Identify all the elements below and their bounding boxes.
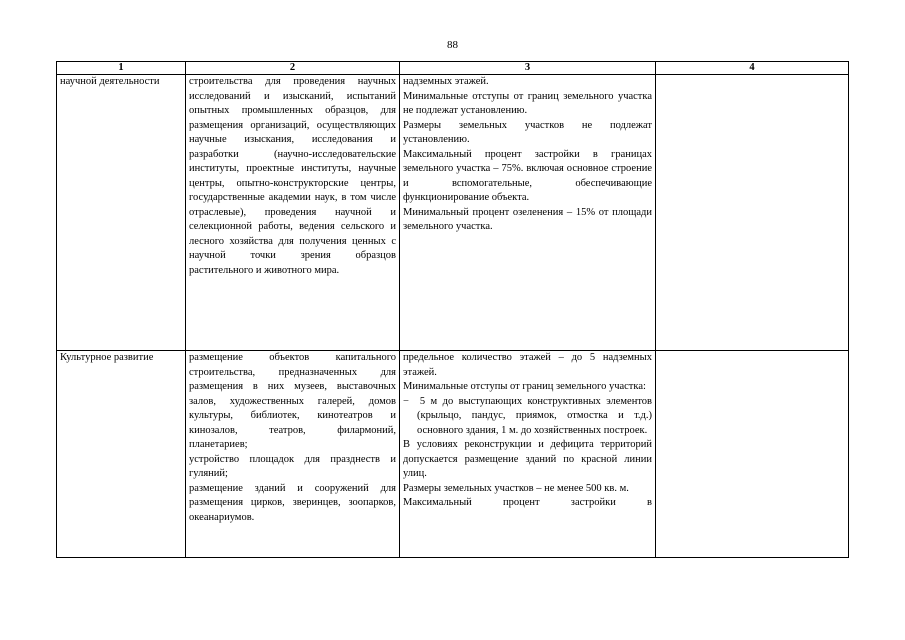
- table-row: [57, 351, 849, 558]
- header-col-4: 4: [656, 62, 849, 75]
- regulations-table: [56, 61, 849, 558]
- land-use-name: Культурное развитие: [57, 351, 186, 558]
- parameter-paragraph: Минимальные отступы от границ земельного участка:: [403, 381, 646, 392]
- description-paragraph: размещение объектов капитального строительства, предназначенных для размещения в них музеев, выставочных залов, художественных галерей, домов культуры, библиотек, кинотеатров и кинозалов, театров, филармоний, планетариев;: [189, 352, 396, 450]
- page-number: 88: [447, 39, 458, 51]
- parameter-paragraph: Минимальный процент озеленения – 15% от площади земельного участка.: [403, 206, 652, 232]
- land-use-description: [186, 75, 400, 351]
- description-paragraph: строительства для проведения научных исследований и изысканий, испытаний опытных промышленных образцов, для размещения организаций, осуществляющих научные изыскания, исследования и разработки (научно-исследовательские институты, проектные институты, научные центры, опытно-конструкторские центры, государственные академии наук, в том числе отраслевые), проведения научной и селекционной работы, ведения сельского и лесного хозяйства для получения ценных с научной точки зрения образцов растительного и животного мира.: [189, 76, 396, 276]
- parameter-paragraph: Максимальный процент застройки в границах земельного участка – 75%. включая основное строение и вспомогательные, обеспечивающие функционирование объекта.: [403, 148, 652, 203]
- description-paragraph: размещение зданий и сооружений для размещения цирков, зверинцев, зоопарков, океанариумов.: [189, 482, 396, 523]
- table-row: [57, 75, 849, 351]
- header-col-1: 1: [57, 62, 186, 75]
- parameter-paragraph: Минимальные отступы от границ земельного участка не подлежат установлению.: [403, 90, 652, 116]
- land-use-description: [186, 351, 400, 558]
- setback-list-text: 5 м до выступающих конструктивных элементов (крыльцо, пандус, приямок, отмостка и т.д.) основного здания, 1 м. до хозяйственных построек.: [417, 395, 652, 436]
- parameter-paragraph: В условиях реконструкции и дефицита территорий допускается размещение зданий по красной линии улиц.: [403, 439, 652, 479]
- header-col-3: 3: [400, 62, 656, 75]
- setback-list-item: [403, 395, 652, 439]
- table-header-row: [57, 62, 849, 75]
- dash-bullet: −: [403, 395, 420, 407]
- building-parameters: [400, 75, 656, 351]
- parameter-paragraph: Максимальный процент застройки в: [403, 497, 652, 508]
- notes-cell: [656, 351, 849, 558]
- parameter-paragraph: надземных этажей.: [403, 76, 489, 87]
- parameter-paragraph: Размеры земельных участков не подлежат установлению.: [403, 119, 652, 145]
- notes-cell: [656, 75, 849, 351]
- building-parameters: [400, 351, 656, 558]
- land-use-name: научной деятельности: [57, 75, 186, 351]
- parameter-paragraph: Размеры земельных участков – не менее 500 кв. м.: [403, 482, 629, 494]
- parameter-paragraph: предельное количество этажей – до 5 надземных этажей.: [403, 352, 652, 378]
- description-paragraph: устройство площадок для празднеств и гуляний;: [189, 453, 396, 479]
- header-col-2: 2: [186, 62, 400, 75]
